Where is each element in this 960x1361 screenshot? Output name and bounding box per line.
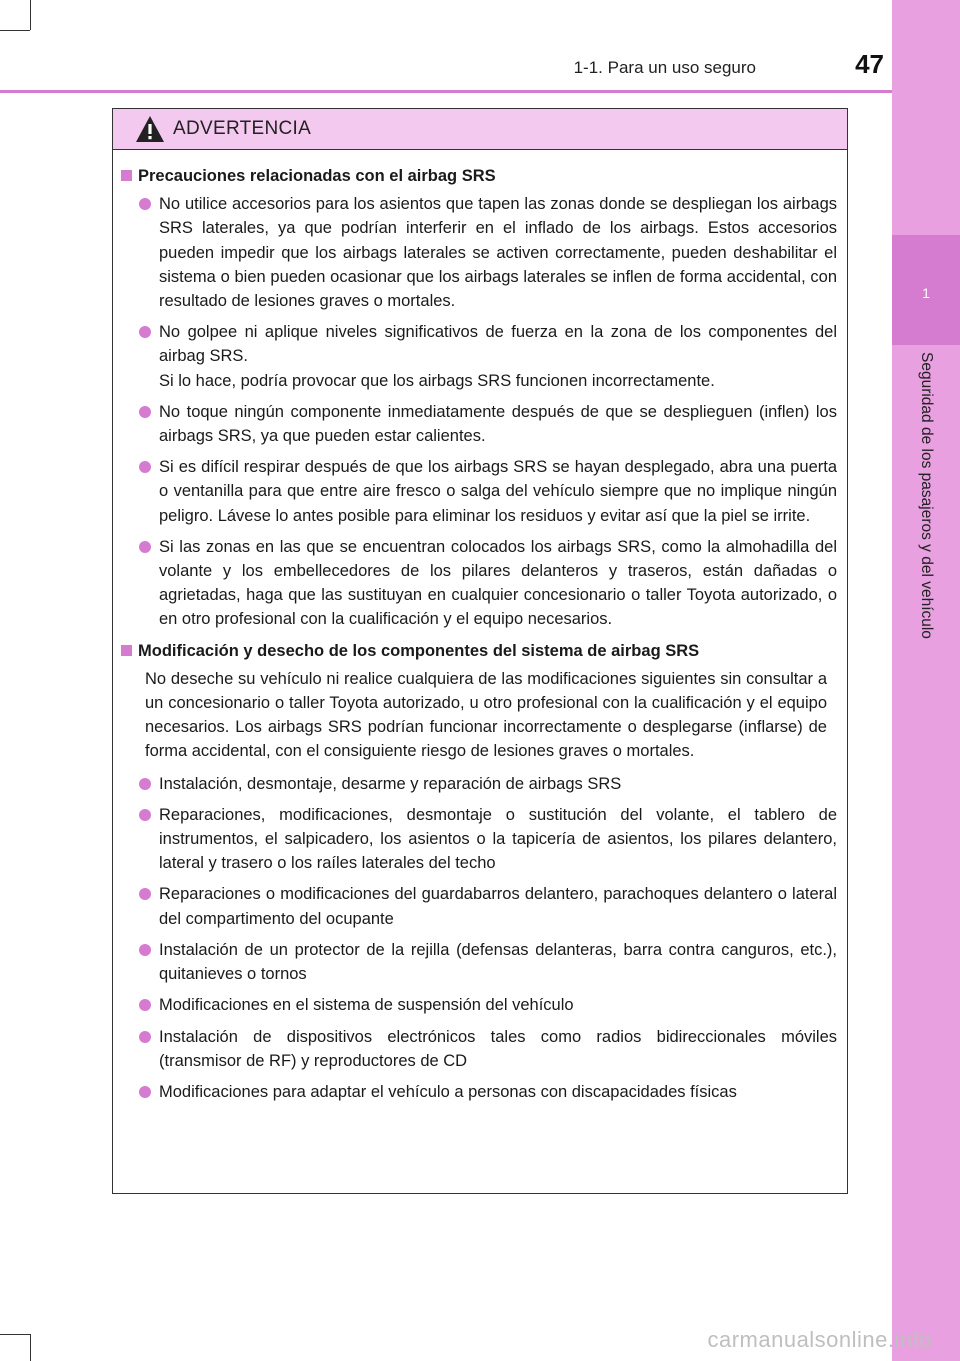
circle-bullet-icon xyxy=(139,541,151,553)
watermark-link[interactable]: carmanualsonline.info xyxy=(707,1327,932,1352)
warning-header xyxy=(113,109,847,150)
circle-bullet-icon xyxy=(139,1031,151,1043)
list-item-text: Instalación de un protector de la rejilla (defensas delanteras, barra contra canguros, etc.), quitanieves o tornos xyxy=(159,940,837,984)
circle-bullet-icon xyxy=(139,809,151,821)
square-bullet-icon xyxy=(121,170,132,181)
list-item-text: Reparaciones, modificaciones, desmontaje o sustitución del volante, el tablero de instrumentos, el salpicadero, los asientos o la tapicería de asientos, los pilares delantero, lateral y trasero o los raíles laterales del techo xyxy=(159,805,837,873)
chapter-number: 1 xyxy=(922,285,930,301)
list-item xyxy=(139,1080,837,1104)
circle-bullet-icon xyxy=(139,326,151,338)
list-item-text: Reparaciones o modificaciones del guardabarros delantero, parachoques delantero o lateral del compartimento del ocupante xyxy=(159,885,837,928)
chapter-title: Seguridad de los pasajeros y del vehículo xyxy=(918,352,935,639)
section-title: 1-1. Para un uso seguro xyxy=(573,58,756,77)
page-number: 47 xyxy=(855,49,884,79)
crop-mark xyxy=(30,1334,31,1361)
warning-content xyxy=(113,150,847,1104)
circle-bullet-icon xyxy=(139,888,151,900)
list-item-extra: Si lo hace, podría provocar que los airbags SRS funcionen incorrectamente. xyxy=(159,371,715,390)
list-item xyxy=(139,455,837,528)
list-item xyxy=(139,320,837,393)
section-heading-text: Precauciones relacionadas con el airbag SRS xyxy=(138,167,496,185)
warning-label: ADVERTENCIA xyxy=(173,118,312,139)
list-item-text: Instalación, desmontaje, desarme y reparación de airbags SRS xyxy=(159,774,622,793)
list-item xyxy=(139,1025,837,1073)
list-item xyxy=(139,772,837,796)
list-item-text: Modificaciones en el sistema de suspensión del vehículo xyxy=(159,996,574,1015)
section-intro: No deseche su vehículo ni realice cualquiera de las modificaciones siguientes sin consultar a un concesionario o taller Toyota autorizado, u otro profesional con la cualificación y el equipo necesarios. Los airbags SRS podrían funcionar incorrectamente o desplegarse (inflarse) de forma accidental, con el consiguiente riesgo de lesiones graves o mortales. xyxy=(145,669,827,761)
list-item-text: No utilice accesorios para los asientos que tapen las zonas donde se despliegan los airbags SRS laterales, ya que podrían interferir en el inflado de los airbags. Estos accesorios pueden impedir que los airbags laterales se activen correctamente, pueden deshabilitar el sistema o bien pueden ocasionar que los airbags laterales se inflen de forma accidental, con resultado de lesiones graves o mortales. xyxy=(159,195,837,311)
section-heading xyxy=(121,639,837,663)
square-bullet-icon xyxy=(121,645,132,656)
chapter-sidebar xyxy=(892,0,960,1361)
circle-bullet-icon xyxy=(139,778,151,790)
circle-bullet-icon xyxy=(139,1086,151,1098)
crop-mark xyxy=(0,1334,30,1335)
list-item-text: Si las zonas en las que se encuentran colocados los airbags SRS, como la almohadilla del volante y los embellecedores de los pilares delanteros y traseros, están dañadas o agrietadas, haga que las sustituyan en cualquier concesionario o taller Toyota autorizado, o en otro profesional con la cualificación y el equipo necesarios. xyxy=(159,537,837,629)
list-item xyxy=(139,882,837,930)
list-item xyxy=(139,535,837,632)
circle-bullet-icon xyxy=(139,406,151,418)
list-item-text: No toque ningún componente inmediatamente después de que se desplieguen (inflen) los airbags SRS, ya que pueden estar calientes. xyxy=(159,402,837,446)
circle-bullet-icon xyxy=(139,999,151,1011)
list-item-text: No golpee ni aplique niveles significativos de fuerza en la zona de los componentes del airbag SRS. xyxy=(159,323,837,366)
circle-bullet-icon xyxy=(139,461,151,473)
list-item xyxy=(139,400,837,448)
warning-triangle-icon xyxy=(135,115,165,143)
list-item xyxy=(139,803,837,876)
section-heading-text: Modificación y desecho de los componentes del sistema de airbag SRS xyxy=(138,641,700,660)
list-item xyxy=(139,192,837,313)
header-rule xyxy=(0,90,892,93)
page-header xyxy=(0,0,892,92)
list-item-text: Modificaciones para adaptar el vehículo a personas con discapacidades físicas xyxy=(159,1082,737,1101)
circle-bullet-icon xyxy=(139,944,151,956)
list-item-text: Instalación de dispositivos electrónicos tales como radios bidireccionales móviles (transmisor de RF) y reproductores de CD xyxy=(159,1027,837,1070)
list-item xyxy=(139,938,837,986)
list-item xyxy=(139,993,837,1017)
list-item-text: Si es difícil respirar después de que los airbags SRS se hayan desplegado, abra una puerta o ventanilla para que entre aire fresco o salga del vehículo siempre que no implique ningún peligro. Lávese lo antes posible para eliminar los residuos y evitar así que la piel se irrite. xyxy=(159,458,837,525)
circle-bullet-icon xyxy=(139,198,151,210)
section-heading xyxy=(121,164,837,188)
warning-box xyxy=(112,108,848,1194)
